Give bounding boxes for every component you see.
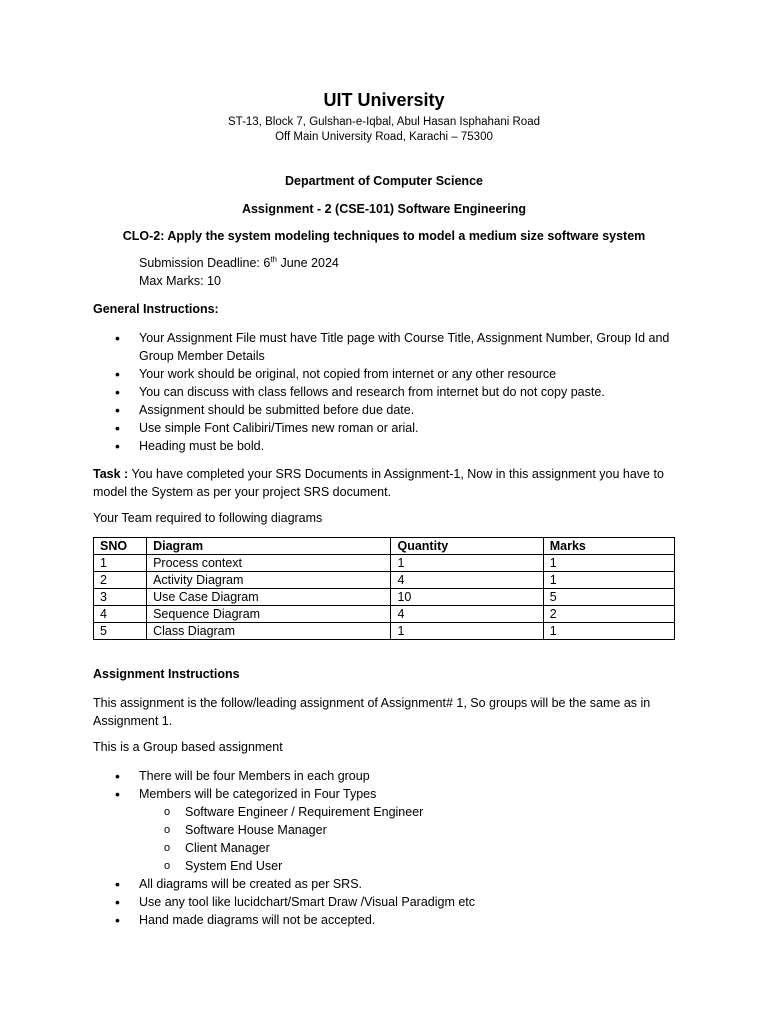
table-cell: 4: [391, 572, 543, 589]
department-name: Department of Computer Science: [285, 174, 483, 188]
table-cell: 4: [94, 606, 147, 623]
general-instructions-heading: General Instructions:: [93, 302, 219, 316]
table-cell: 3: [94, 589, 147, 606]
column-header-sno: SNO: [94, 538, 147, 555]
table-cell: Process context: [147, 555, 391, 572]
table-cell: 5: [94, 623, 147, 640]
table-row: [94, 606, 675, 623]
table-cell: Class Diagram: [147, 623, 391, 640]
list-item: [93, 785, 683, 875]
table-cell: 5: [543, 589, 674, 606]
task-label: Task :: [93, 467, 129, 481]
list-item: • Hand made diagrams will not be accepted.: [93, 911, 683, 929]
assignment-instructions-heading: Assignment Instructions: [93, 667, 240, 681]
table-cell: 10: [391, 589, 543, 606]
table-cell: 1: [391, 555, 543, 572]
table-cell: 2: [94, 572, 147, 589]
table-row: [94, 572, 675, 589]
column-header-marks: Marks: [543, 538, 674, 555]
table-row: [94, 623, 675, 640]
list-item: • Use any tool like lucidchart/Smart Draw /Visual Paradigm etc: [93, 893, 683, 911]
task-text: You have completed your SRS Documents in Assignment-1, Now in this assignment you have to model the System as per your project SRS document.: [93, 467, 664, 499]
table-cell: 1: [94, 555, 147, 572]
sub-list-item: o Software House Manager: [93, 821, 683, 839]
table-cell: 1: [391, 623, 543, 640]
table-cell: Sequence Diagram: [147, 606, 391, 623]
table-cell: Use Case Diagram: [147, 589, 391, 606]
deadline-prefix: Submission Deadline: 6: [139, 256, 271, 270]
list-item: • All diagrams will be created as per SRS.: [93, 875, 683, 893]
assignment-instructions-paragraph: This assignment is the follow/leading assignment of Assignment# 1, So groups will be the same as in Assignment 1.: [93, 696, 651, 728]
team-required-text: Your Team required to following diagrams: [93, 511, 323, 525]
sub-list-item: o Software Engineer / Requirement Engineer: [93, 803, 683, 821]
table-cell: 1: [543, 555, 674, 572]
general-instructions-list: [93, 329, 683, 455]
table-cell: Activity Diagram: [147, 572, 391, 589]
assignment-instructions-list: [93, 767, 683, 929]
submission-deadline: [139, 256, 339, 270]
clo-statement: CLO-2: Apply the system modeling techniques to model a medium size software system: [122, 229, 646, 243]
table-cell: 1: [543, 623, 674, 640]
list-item: • Use simple Font Calibiri/Times new roman or arial.: [93, 419, 683, 437]
address-line-1: ST-13, Block 7, Gulshan-e-Iqbal, Abul Hasan Isphahani Road: [228, 116, 540, 128]
sub-list-item: o Client Manager: [93, 839, 683, 857]
group-based-text: This is a Group based assignment: [93, 740, 283, 754]
diagrams-table: [93, 537, 675, 640]
list-item: • Assignment should be submitted before due date.: [93, 401, 683, 419]
task-paragraph: [93, 465, 683, 501]
table-cell: 4: [391, 606, 543, 623]
column-header-quantity: Quantity: [391, 538, 543, 555]
table-header-row: [94, 538, 675, 555]
list-item: • There will be four Members in each group: [93, 767, 683, 785]
table-cell: 1: [543, 572, 674, 589]
table-cell: 2: [543, 606, 674, 623]
address-line-2: Off Main University Road, Karachi – 75300: [275, 131, 493, 143]
deadline-ordinal: th: [270, 254, 277, 264]
table-row: [94, 589, 675, 606]
table-row: [94, 555, 675, 572]
list-item: • Your work should be original, not copied from internet or any other resource: [93, 365, 683, 383]
assignment-title: Assignment - 2 (CSE-101) Software Engineering: [241, 202, 527, 216]
column-header-diagram: Diagram: [147, 538, 391, 555]
max-marks: Max Marks: 10: [139, 274, 221, 288]
university-name: UIT University: [323, 90, 445, 110]
list-item-label: Members will be categorized in Four Types: [139, 787, 377, 801]
list-item: • You can discuss with class fellows and research from internet but do not copy paste.: [93, 383, 683, 401]
member-types-list: [93, 803, 683, 875]
list-item: • Your Assignment File must have Title page with Course Title, Assignment Number, Group Id and Group Member Details: [93, 329, 683, 365]
deadline-suffix: June 2024: [277, 256, 339, 270]
sub-list-item: o System End User: [93, 857, 683, 875]
list-item: • Heading must be bold.: [93, 437, 683, 455]
